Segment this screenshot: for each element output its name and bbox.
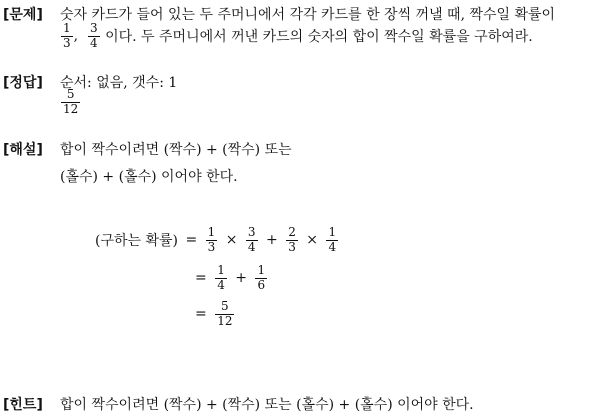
hint-label: [힌트] xyxy=(3,397,43,413)
problem-label: [문제] xyxy=(3,7,43,23)
hint-text: 합이 짝수이려면 (짝수) + (짝수) 또는 (홀수) + (홀수) 이어야 한다. xyxy=(60,397,474,413)
problem-line2: $\frac{1}{3}$ , $\frac{3}{4}$ 이다. 두 주머니에서 꺼낸 카드의 숫자의 합이 짝수일 확률을 구하여라. xyxy=(63,21,533,50)
answer-line1: 순서: 없음, 갯수: 1 xyxy=(60,75,178,91)
answer-label: [정답] xyxy=(3,75,43,91)
math-row-1: (구하는 확률) = $\frac{1}{3}$ × $\frac{3}{4}$ + $\frac{2}{3}$ × $\frac{1}{4}$ xyxy=(95,225,337,254)
problem-frac2: $\frac{3}{4}$ xyxy=(90,21,98,50)
problem-frac1: $\frac{1}{3}$ xyxy=(63,21,71,50)
answer-frac-row xyxy=(60,88,81,117)
math-row-3: = $\frac{5}{12}$ xyxy=(195,299,233,328)
math-row-2: = $\frac{1}{4}$ + $\frac{1}{6}$ xyxy=(195,263,266,292)
explanation-line1: 합이 짝수이려면 (짝수) + (짝수) 또는 xyxy=(60,142,292,158)
explanation-label: [해설] xyxy=(3,142,43,158)
answer-frac: $\frac{5}{12}$ xyxy=(63,87,79,116)
problem-line1: 숫자 카드가 들어 있는 두 주머니에서 각각 카드를 한 장씩 꺼낼 때, 짝수일 확률이 xyxy=(60,7,556,23)
problem-line2-tail: 이다. 두 주머니에서 꺼낸 카드의 숫자의 합이 짝수일 확률을 구하여라. xyxy=(105,29,533,46)
explanation-line2: (홀수) + (홀수) 이어야 한다. xyxy=(60,169,238,185)
